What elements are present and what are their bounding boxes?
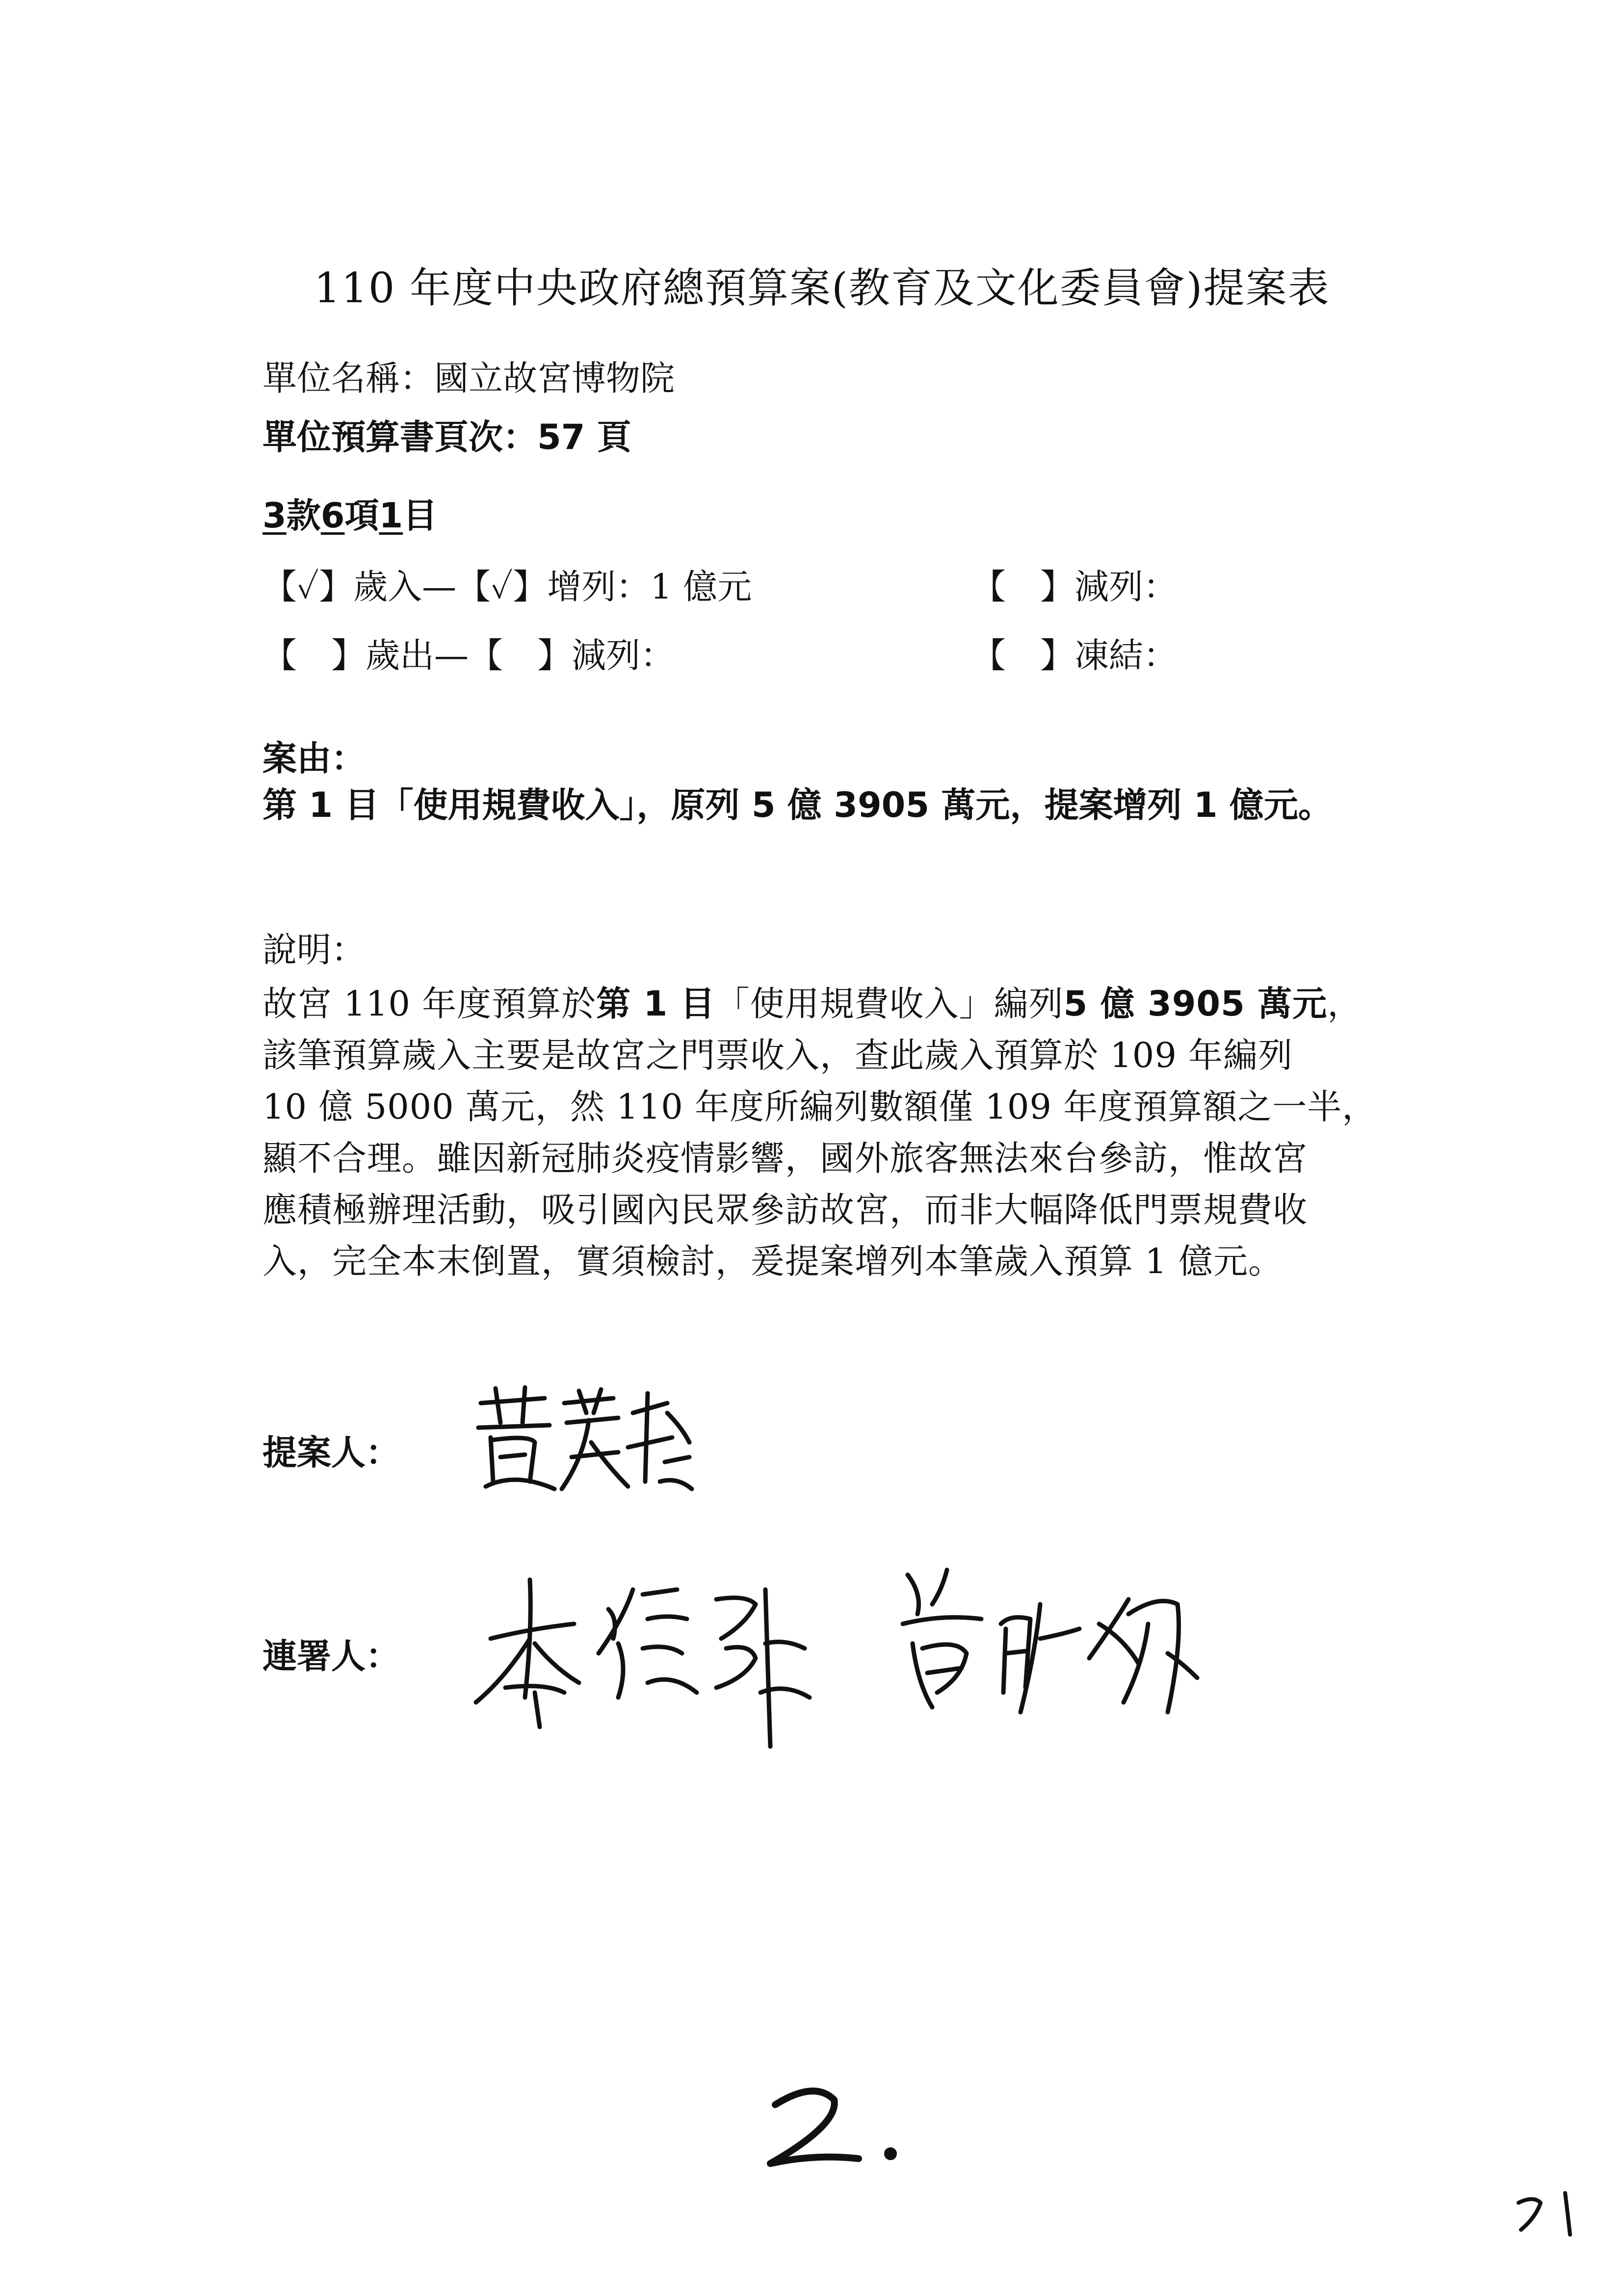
mu-label: 目 <box>403 496 438 536</box>
reason-label: 案由： <box>262 738 366 779</box>
option-expenditure-decrease: 【 】歲出—【 】減列： <box>262 635 675 676</box>
option-freeze: 【 】凍結： <box>971 635 1178 676</box>
xiang-number: 6 <box>320 496 345 536</box>
explanation-line-6: 入，完全本末倒置，實須檢討，爰提案增列本筆歲入預算 1 億元。 <box>262 1241 1283 1281</box>
explanation-label: 說明： <box>262 930 366 970</box>
proposer-signature <box>471 1383 697 1501</box>
cosigner-signature-1 <box>471 1570 814 1756</box>
unit-name: 單位名稱：國立故宮博物院 <box>262 358 675 398</box>
explanation-text: 故宮 110 年度預算於 <box>262 984 597 1024</box>
option-revenue-increase: 【✓】歲入—【✓】增列：1 億元 <box>262 567 752 607</box>
kuan-number: 3 <box>262 496 287 536</box>
explanation-line-3: 10 億 5000 萬元，然 110 年度所編列數額僅 109 年度預算額之一半， <box>262 1087 1377 1127</box>
explanation-line-5: 應積極辦理活動，吸引國內民眾參訪故宮，而非大幅降低門票規費收 <box>262 1190 1308 1230</box>
mu-number: 1 <box>379 496 403 536</box>
page-title: 110 年度中央政府總預算案(教育及文化委員會)提案表 <box>314 264 1330 312</box>
budget-page: 單位預算書頁次：57 頁 <box>262 417 631 457</box>
item-code <box>262 488 437 538</box>
xiang-label: 項 <box>344 496 379 536</box>
option-revenue-decrease: 【 】減列： <box>971 567 1178 607</box>
explanation-text: ， <box>1327 984 1362 1024</box>
proposer-label: 提案人： <box>262 1433 400 1473</box>
explanation-bold: 第 1 目 <box>596 984 715 1024</box>
cosigner-signature-2 <box>893 1565 1207 1732</box>
reason-text: 第 1 目「使用規費收入」，原列 5 億 3905 萬元，提案增列 1 億元。 <box>262 785 1333 825</box>
explanation-bold: 5 億 3905 萬元 <box>1063 984 1328 1024</box>
explanation-text: 「使用規費收入」編列 <box>715 984 1064 1024</box>
page-mark <box>1511 2183 1590 2242</box>
explanation-line-2: 該筆預算歲入主要是故宮之門票收入，查此歲入預算於 109 年編列 <box>262 1035 1293 1075</box>
handwritten-number <box>756 2080 903 2178</box>
explanation-line-4: 顯不合理。雖因新冠肺炎疫情影響，國外旅客無法來台參訪，惟故宮 <box>262 1138 1308 1178</box>
kuan-label: 款 <box>286 496 321 536</box>
explanation-line-1 <box>262 976 1362 1026</box>
cosigner-label: 連署人： <box>262 1636 400 1676</box>
